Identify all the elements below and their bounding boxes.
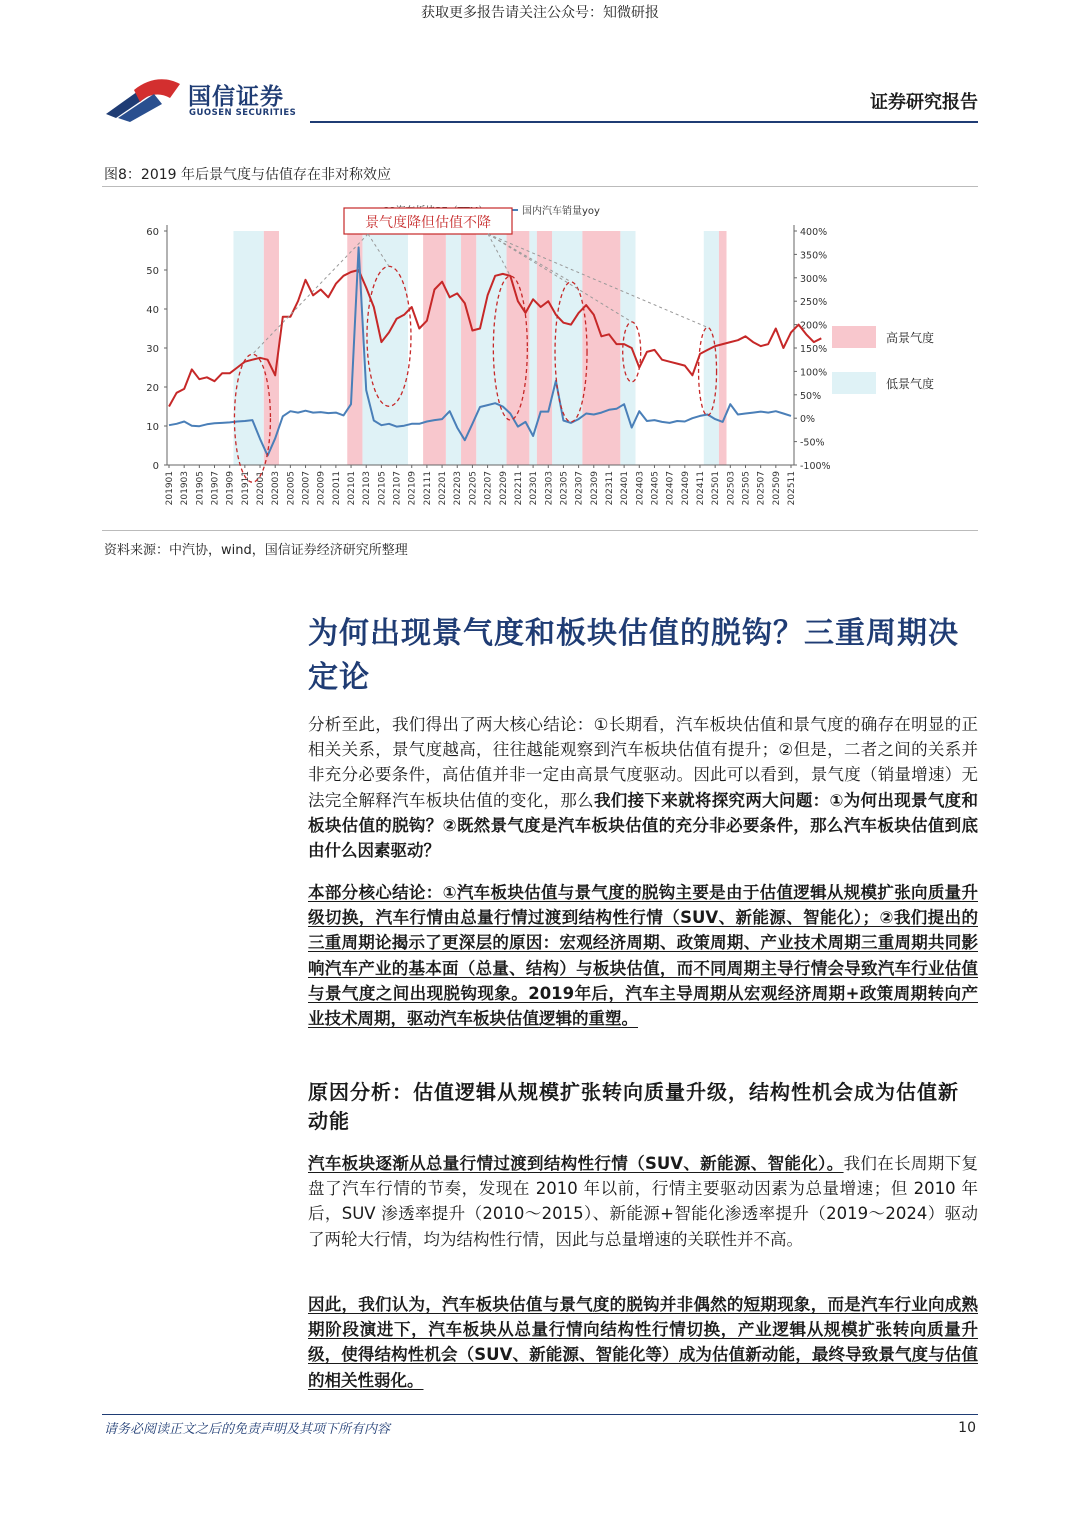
legend-low-label: 低景气度 [886,377,935,391]
figure-top-rule [102,186,978,187]
x-tick-label: 202003 [271,471,282,506]
x-tick-label: 202411 [695,471,706,506]
x-tick-label: 202207 [483,471,494,506]
top-note: 获取更多报告请关注公众号：知微研报 [421,5,659,21]
y-right-tick-label: 0% [800,414,816,426]
x-tick-label: 202405 [650,471,661,506]
y-right-tick-label: 100% [800,367,828,379]
x-tick-label: 202009 [316,471,327,506]
intro-plain: 分析至此，我们得出了两大核心结论：①长期看，汽车板块估值和景气度的确存在明显的正相关关系，景气度越高，往往越能观察到汽车板块估值有提升；②但是，二者之间的关系并非充分必要条件，高估值并非一定由高景气度驱动。因此可以看到，景气度（销量增速）无法完全解释汽车板块估值的变化，那么 [308,715,978,810]
x-tick-label: 201907 [210,471,221,506]
page-number: 10 [958,1420,976,1436]
legend-high-swatch [832,326,876,348]
brand-name-en: GUOSEN SECURITIES [189,108,297,118]
x-tick-label: 202107 [392,471,403,506]
y-left-tick-label: 0 [152,461,159,472]
x-tick-label: 201905 [195,471,206,506]
x-tick-label: 202401 [620,471,631,506]
x-tick-label: 202509 [771,471,782,506]
conclusion-paragraph [308,880,978,1031]
intro-bold: 我们接下来就将探究两大问题：①为何出现景气度和板块估值的脱钩？②既然景气度是汽车板块估值的充分非必要条件，那么汽车板块估值到底由什么因素驱动？ [308,790,978,861]
figure-bottom-rule [102,530,978,531]
x-tick-label: 202511 [787,471,797,506]
x-tick-label: 202507 [756,471,767,506]
header-divider [310,121,978,123]
y-right-tick-label: 150% [800,344,828,355]
x-tick-label: 202103 [362,471,373,506]
x-tick-label: 202109 [407,471,418,506]
report-type: 证券研究报告 [870,92,978,113]
y-left-tick-label: 30 [146,344,159,355]
y-right-tick-label: -50% [800,437,825,449]
shade-high [507,231,530,465]
x-tick-label: 202501 [711,471,722,506]
x-tick-label: 202001 [256,471,267,506]
annotation-text: 景气度降但估值不降 [365,215,491,231]
shade-high [264,231,279,465]
y-right-tick-label: 50% [800,390,822,402]
shade-high [537,231,552,465]
x-tick-label: 201901 [165,471,175,506]
x-tick-label: 201903 [180,471,191,506]
x-tick-label: 202209 [498,471,509,506]
legend-high-label: 高景气度 [886,331,935,345]
figure-source: 资料来源：中汽协，wind，国信证券经济研究所整理 [104,543,408,558]
y-left-tick-label: 20 [146,383,159,394]
x-tick-label: 202011 [331,471,342,506]
x-tick-label: 202205 [468,471,479,506]
conclusion-text: 本部分核心结论：①汽车板块估值与景气度的脱钩主要是由于估值逻辑从规模扩张向质量升级切换，汽车行情由总量行情过渡到结构性行情（SUV、新能源、智能化）；②我们提出的三重周期论揭示了更深层的原因：宏观经济周期、政策周期、产业技术周期三重周期共同影响汽车产业的基本面（总量、结构）与板块估值，而不同周期主导行情会导致汽车行业估值与景气度之间出现脱钩现象。2019年后，汽车主导周期从宏观经济周期+政策周期转向产业技术周期，驱动汽车板块估值逻辑的重塑。 [308,883,978,1029]
y-left-tick-label: 40 [146,305,159,316]
shade-high [582,231,620,465]
analysis-rest: 我们在长周期下复盘了汽车行情的节奏，发现在 2010 年以前，行情主要驱动因素为总量增速；但 2010 年后，SUV 渗透率提升（2010～2015）、新能源+智能化渗透率提升（2019～2024）驱动了两轮大行情，均为结构性行情，因此与总量增速的关联性并不高。 [308,1154,978,1249]
y-right-tick-label: 350% [800,250,828,262]
subsection-title: 原因分析：估值逻辑从规模扩张转向质量升级，结构性机会成为估值新动能 [308,1080,959,1133]
x-tick-label: 202305 [559,471,570,506]
x-tick-label: 202407 [665,471,676,506]
x-tick-label: 202105 [377,471,388,506]
legend-label: 国内汽车销量yoy [522,206,600,217]
chart [102,188,978,528]
logo-icon [104,74,184,126]
shade-high [423,231,446,465]
x-tick-label: 201909 [225,471,236,506]
y-right-tick-label: 200% [800,320,828,332]
brand-logo [104,74,304,126]
x-tick-label: 202007 [301,471,312,506]
x-tick-label: 202203 [453,471,464,506]
section-title: 为何出现景气度和板块估值的脱钩？三重周期决定论 [308,616,959,695]
y-right-tick-label: 400% [800,227,828,238]
x-tick-label: 202101 [347,471,358,506]
legend-low-swatch [832,372,876,394]
shade-low [476,231,506,465]
summary-text: 因此，我们认为，汽车板块估值与景气度的脱钩并非偶然的短期现象，而是汽车行业向成熟期阶段演进下，汽车板块从总量行情向结构性行情切换，产业逻辑从规模扩张转向质量升级，使得结构性机会（SUV、新能源、智能化等）成为估值新动能，最终导致景气度与估值的相关性弱化。 [308,1295,978,1390]
x-tick-label: 202211 [513,471,524,506]
footer-disclaimer: 请务必阅读正文之后的免责声明及其项下所有内容 [104,1422,391,1437]
y-left-tick-label: 50 [146,266,159,277]
shade-low [362,231,408,465]
shade-low [233,231,263,465]
x-tick-label: 201911 [240,471,251,506]
y-left-tick-label: 10 [146,422,159,433]
shade-low [620,231,635,465]
x-tick-label: 202301 [529,471,540,506]
x-tick-label: 202307 [574,471,585,506]
y-right-tick-label: 300% [800,273,828,285]
x-tick-label: 202201 [438,471,449,506]
x-tick-label: 202409 [680,471,691,506]
shade-low [552,231,582,465]
x-tick-label: 202005 [286,471,297,506]
x-tick-label: 202505 [741,471,752,506]
x-tick-label: 202311 [604,471,615,506]
y-right-tick-label: 250% [800,297,828,309]
x-tick-label: 202111 [422,471,433,506]
y-right-tick-label: -100% [800,461,831,472]
x-tick-label: 202303 [544,471,555,506]
analysis-lead: 汽车板块逐渐从总量行情过渡到结构性行情（SUV、新能源、智能化）。 [308,1154,844,1173]
x-tick-label: 202403 [635,471,646,506]
brand-name-cn: 国信证券 [188,84,284,110]
analysis-paragraph [308,1151,978,1252]
x-tick-label: 202309 [589,471,600,506]
x-tick-label: 202503 [726,471,737,506]
footer-divider [102,1414,978,1415]
y-left-tick-label: 60 [146,227,159,238]
shade-high [719,231,727,465]
summary-paragraph [308,1292,978,1393]
intro-paragraph [308,712,978,863]
figure-title: 图8：2019 年后景气度与估值存在非对称效应 [104,167,391,183]
